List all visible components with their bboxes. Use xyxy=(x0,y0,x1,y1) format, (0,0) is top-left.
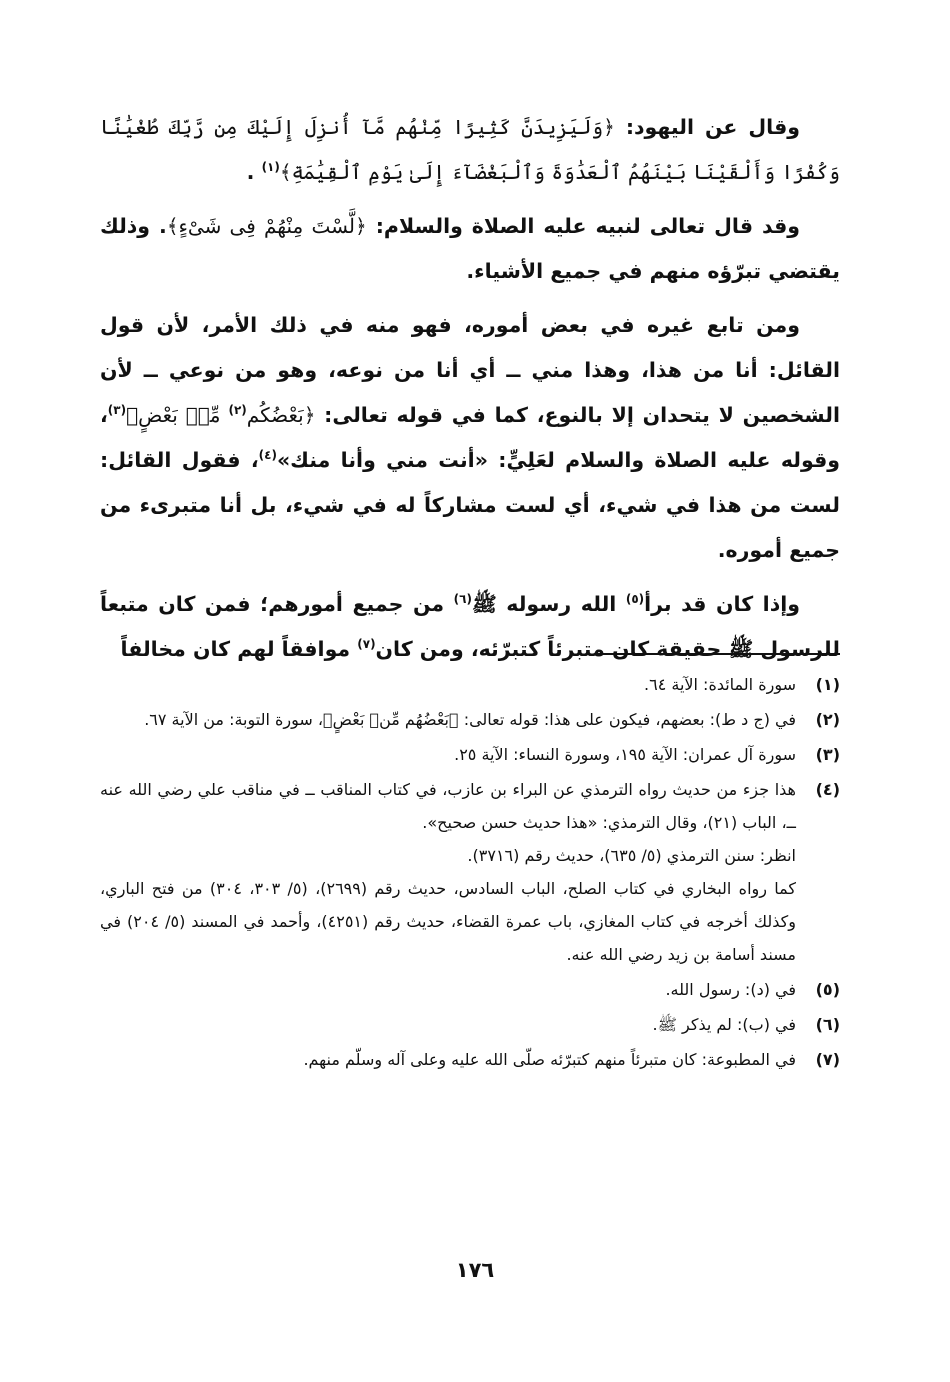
quran-quote: ﴿لَّسْتَ مِنْهُمْ فِى شَىْءٍ﴾ xyxy=(166,214,367,238)
hadith-quote: «أنت مني وأنا منك» xyxy=(276,448,488,472)
footnote-text: في المطبوعة: كان متبرئاً منهم كتبرّئه صلّى الله عليه وعلى آله وسلّم منهم. xyxy=(303,1050,796,1069)
footnote-number: (٧) xyxy=(815,1050,840,1069)
text-span: موافقاً لهم كان مخالفاً xyxy=(120,637,358,661)
footnote-body xyxy=(100,773,796,971)
text-span: . وذلك يقتضي تبرّؤه منهم في جميع الأشياء. xyxy=(100,214,840,283)
text-span: ومن تابع غيره في بعض أموره، فهو منه في ذلك الأمر، لأن قول القائل: أنا من هذا، وهذا مني ــ أي أنا من نوعه، وهو من نوعي ــ لأن الشخصين لا يتحدان إلا بالنوع، كما في قوله تعالى: xyxy=(100,313,840,427)
footnote-text: سورة المائدة: الآية ٦٤. xyxy=(644,675,796,694)
paragraph-1 xyxy=(100,105,840,195)
footnote-ref[interactable]: (١) xyxy=(261,160,280,175)
footnote-ref[interactable]: (٦) xyxy=(453,592,472,607)
footnote-1 xyxy=(100,668,840,701)
footnote-separator xyxy=(595,653,840,655)
quran-quote: ﴿بَعْضُكُم xyxy=(246,403,316,427)
footnote-ref[interactable]: (٢) xyxy=(228,403,247,418)
footnote-number: (١) xyxy=(815,675,840,694)
footnote-body xyxy=(100,703,796,736)
page-number: ١٧٦ xyxy=(455,1258,495,1282)
quran-quote: مِّنۢ بَعْضٍ﴾ xyxy=(126,403,229,427)
footnote-5 xyxy=(100,973,840,1006)
footnote-3 xyxy=(100,738,840,771)
footnote-text: كما رواه البخاري في كتاب الصلح، الباب السادس، حديث رقم (٢٦٩٩)، (٥/ ٣٠٣، ٣٠٤) من فتح الباري، وكذلك أخرجه في كتاب المغازي، باب عمرة القضاء، حديث رقم (٤٢٥١)، وأحمد في المسند (٥/ ٢٠٤) في مسند أسامة بن زيد رضي الله عنه. xyxy=(100,879,797,964)
footnote-ref[interactable]: (٤) xyxy=(258,448,277,463)
text-span: وإذا كان قد برأ xyxy=(644,592,800,616)
footnotes xyxy=(100,668,840,1078)
text-span: الله رسوله ﷺ xyxy=(471,592,626,616)
footnote-body xyxy=(100,1043,796,1076)
footnote-4 xyxy=(100,773,840,971)
footnote-2 xyxy=(100,703,840,736)
main-text xyxy=(100,105,840,681)
text-span: وقد قال تعالى لنبيه عليه الصلاة والسلام: xyxy=(366,214,800,238)
footnote-number: (٥) xyxy=(815,980,840,999)
footnote-ref[interactable]: (٧) xyxy=(357,637,376,652)
text-span: ، فقول القائل: لست من هذا في شيء، أي لست مشاركاً له في شيء، بل أنا متبرىء من جميع أموره. xyxy=(100,448,840,562)
footnote-number: (٤) xyxy=(815,780,840,799)
footnote-ref[interactable]: (٣) xyxy=(107,403,127,418)
footnote-text: سورة آل عمران: الآية ١٩٥، وسورة النساء: الآية ٢٥. xyxy=(454,745,796,764)
footnote-6 xyxy=(100,1008,840,1041)
text-span: . xyxy=(246,160,262,184)
text-span: ، وقوله عليه الصلاة والسلام لعَلِيٍّ: xyxy=(100,403,841,472)
footnote-text: في (ج د ط): بعضهم، فيكون على هذا: قوله تعالى: ﴿بَعْضُهُم مِّنۢ بَعْضٍ﴾، سورة التوبة: من الآية ٦٧. xyxy=(144,710,796,729)
footnote-number: (٦) xyxy=(815,1015,840,1034)
paragraph-3 xyxy=(100,303,840,573)
footnote-body xyxy=(100,973,796,1006)
footnote-text: هذا جزء من حديث رواه الترمذي عن البراء بن عازب، في كتاب المناقب ــ في مناقب علي رضي الله عنه ــ، الباب (٢١)، وقال الترمذي: «هذا حديث حسن صحيح». xyxy=(100,780,796,832)
footnote-text: في (ب): لم يذكر ﷺ. xyxy=(652,1015,796,1034)
footnote-text: في (د): رسول الله. xyxy=(665,980,796,999)
quran-quote: ﴿وَلَيَزِيدَنَّ كَثِيرًا مِّنْهُم مَّآ أُنزِلَ إِلَيْكَ مِن رَّبِّكَ طُغْيَٰنًا وَكُفْرًا وَأَلْقَيْنَا بَيْنَهُمُ ٱلْعَدَٰوَةَ وَٱلْبَغْضَآءَ إِلَىٰ يَوْمِ ٱلْقِيَٰمَةِ﴾ xyxy=(100,115,840,184)
footnote-body xyxy=(100,668,796,701)
footnote-number: (٢) xyxy=(815,710,840,729)
footnote-7 xyxy=(100,1043,840,1076)
paragraph-2 xyxy=(100,204,840,294)
text-span: من جميع أمورهم؛ فمن كان متبعاً للرسول ﷺ حقيقة كان متبرئاً كتبرّئه، ومن كان xyxy=(100,592,840,661)
footnote-number: (٣) xyxy=(815,745,840,764)
footnote-text: انظر: سنن الترمذي (٥/ ٦٣٥)، حديث رقم (٣٧١٦). xyxy=(467,846,796,865)
text-span: وقال عن اليهود: xyxy=(614,115,800,139)
footnote-ref[interactable]: (٥) xyxy=(625,592,645,607)
paragraph-4 xyxy=(100,582,840,672)
footnote-body xyxy=(100,1008,796,1041)
footnote-body xyxy=(100,738,796,771)
